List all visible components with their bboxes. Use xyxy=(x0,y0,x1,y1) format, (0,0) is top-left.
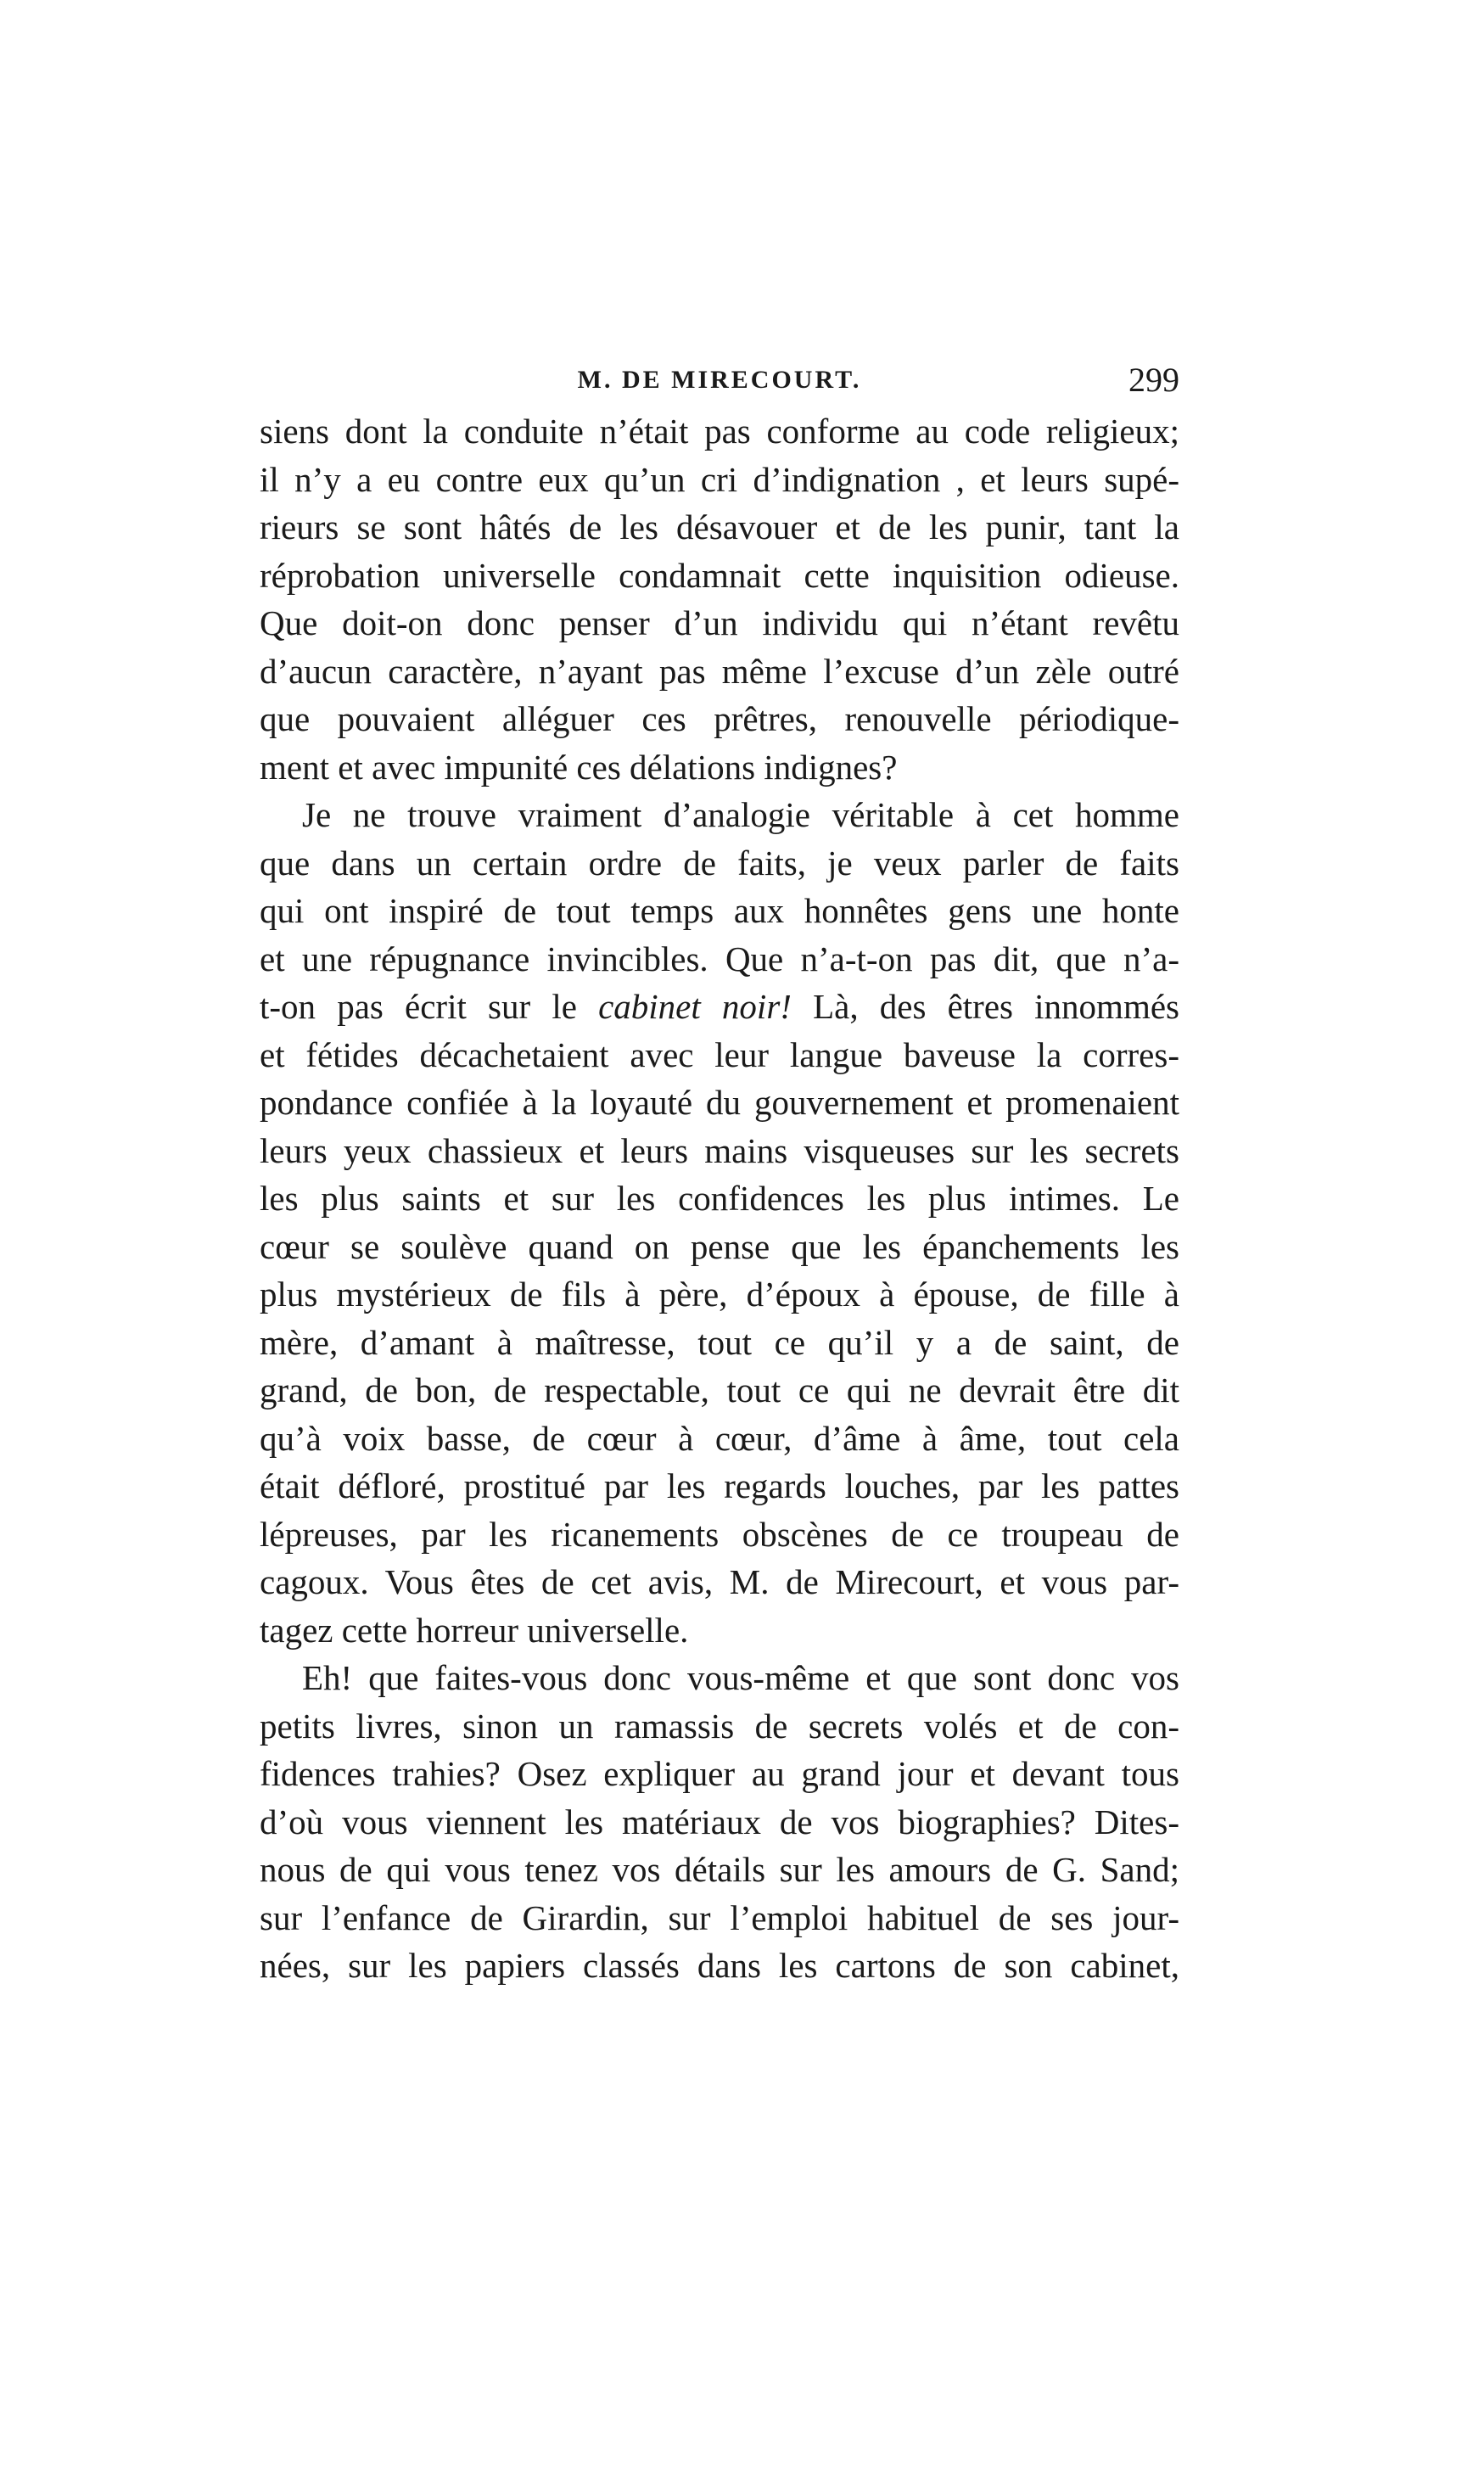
text-line: Que doit-on donc penser d’un individu qui n’étant revêtu xyxy=(260,603,1179,642)
text-line: et une répugnance invincibles. Que n’a-t-on pas dit, que n’a- xyxy=(260,939,1179,978)
text-line: mère, d’amant à maîtresse, tout ce qu’il y a de saint, de xyxy=(260,1322,1179,1362)
text-line: et fétides décachetaient avec leur langue baveuse la corres- xyxy=(260,1034,1179,1074)
running-title: M. DE MIRECOURT. xyxy=(577,366,862,394)
running-head xyxy=(260,355,1179,406)
text-line: sur l’enfance de Girardin, sur l’emploi habituel de ses jour- xyxy=(260,1897,1179,1937)
text-line: nées, sur les papiers classés dans les cartons de son cabinet, xyxy=(260,1946,1179,1985)
text-line: cagoux. Vous êtes de cet avis, M. de Mirecourt, et vous par- xyxy=(260,1562,1179,1601)
text-line: siens dont la conduite n’était pas conforme au code religieux; xyxy=(260,412,1179,451)
text-line: Je ne trouve vraiment d’analogie véritable à cet homme xyxy=(302,795,1179,834)
text-line: rieurs se sont hâtés de les désavouer et de les punir, tant la xyxy=(260,507,1179,546)
text-line: les plus saints et sur les confidences les plus intimes. Le xyxy=(260,1179,1179,1218)
text-line: que pouvaient alléguer ces prêtres, renouvelle périodique- xyxy=(260,699,1179,738)
text-line: plus mystérieux de fils à père, d’époux à épouse, de fille à xyxy=(260,1275,1179,1314)
text-line: d’où vous viennent les matériaux de vos biographies? Dites- xyxy=(260,1802,1179,1841)
text-line: que dans un certain ordre de faits, je veux parler de faits xyxy=(260,843,1179,883)
text-line: nous de qui vous tenez vos détails sur les amours de G. Sand; xyxy=(260,1850,1179,1889)
text-line: petits livres, sinon un ramassis de secrets volés et de con- xyxy=(260,1706,1179,1746)
text-line: qui ont inspiré de tout temps aux honnêtes gens une honte xyxy=(260,891,1179,930)
text-line: leurs yeux chassieux et leurs mains visqueuses sur les secrets xyxy=(260,1130,1179,1170)
body-text xyxy=(260,407,1179,1990)
text-line: réprobation universelle condamnait cette inquisition odieuse. xyxy=(260,555,1179,595)
page-number: 299 xyxy=(1128,361,1179,399)
text-segment: Là, des êtres innommés xyxy=(791,987,1179,1026)
text-line: ment et avec impunité ces délations indignes? xyxy=(260,747,898,787)
text-line: grand, de bon, de respectable, tout ce qui ne devrait être dit xyxy=(260,1370,1179,1410)
text-line: tagez cette horreur universelle. xyxy=(260,1610,689,1650)
text-segment: t-on pas écrit sur le xyxy=(260,987,599,1026)
text-line-with-italic xyxy=(260,983,1179,1031)
italic-phrase: cabinet noir! xyxy=(598,987,792,1026)
text-line: il n’y a eu contre eux qu’un cri d’indignation , et leurs supé- xyxy=(260,459,1179,499)
text-line: qu’à voix basse, de cœur à cœur, d’âme à âme, tout cela xyxy=(260,1418,1179,1458)
text-line: fidences trahies? Osez expliquer au grand jour et devant tous xyxy=(260,1754,1179,1793)
text-line: d’aucun caractère, n’ayant pas même l’excuse d’un zèle outré xyxy=(260,651,1179,691)
text-line: pondance confiée à la loyauté du gouvernement et promenaient xyxy=(260,1083,1179,1122)
text-line: Eh! que faites-vous donc vous-même et que sont donc vos xyxy=(302,1658,1179,1697)
text-line: lépreuses, par les ricanements obscènes de ce troupeau de xyxy=(260,1514,1179,1554)
text-line: cœur se soulève quand on pense que les épanchements les xyxy=(260,1226,1179,1266)
text-line: était défloré, prostitué par les regards louches, par les pattes xyxy=(260,1466,1179,1505)
